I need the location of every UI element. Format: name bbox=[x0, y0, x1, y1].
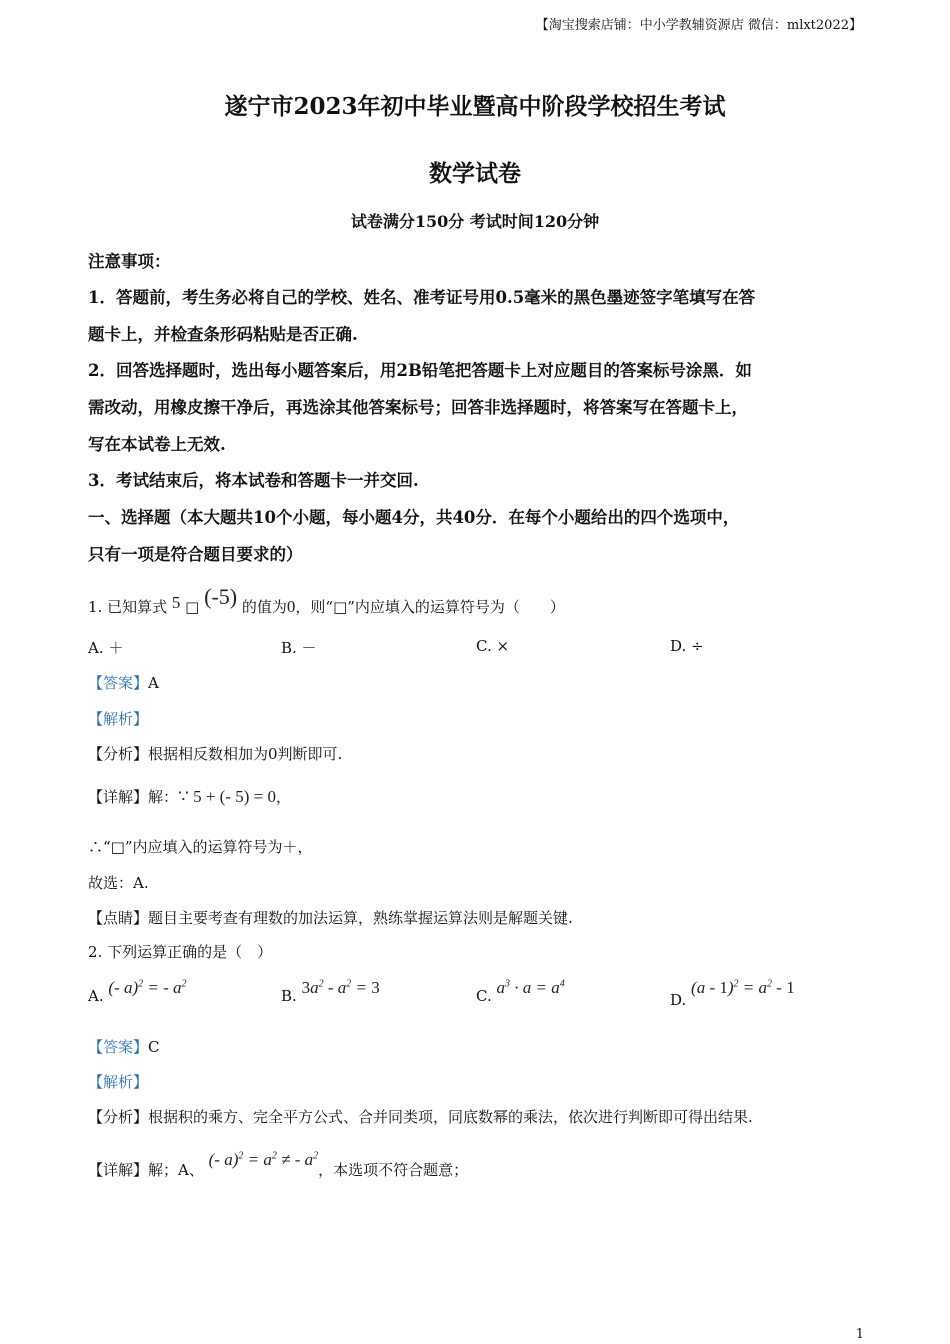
q2-fenxi: 【分析】根据积的乘方、完全平方公式、合并同类项，同底数幂的乘法，依次进行判断即可得出结果. bbox=[88, 1108, 753, 1126]
header-note: 【淘宝搜索店铺：中小学教辅资源店 微信：mlxt2022】 bbox=[535, 18, 862, 33]
notice-line: 题卡上，并检查条形码粘贴是否正确. bbox=[88, 325, 358, 344]
question-2-stem: 2. 下列运算正确的是（ ） bbox=[88, 943, 273, 961]
q2-analysis-tag: 【解析】 bbox=[88, 1073, 149, 1091]
section-heading-cont: 只有一项是符合题目要求的） bbox=[88, 545, 303, 564]
q2-option-d: D. $(a - 1)^2 = a^2 - 1$ bbox=[670, 978, 795, 1009]
notice-line: 需改动，用橡皮擦干净后，再选涂其他答案标号；回答非选择题时，将答案写在答题卡上， bbox=[88, 398, 748, 417]
notice-line: 1．答题前，考生务必将自己的学校、姓名、准考证号用0.5毫米的黑色墨迹签字笔填写在答 bbox=[88, 288, 756, 307]
q2-option-b: B. $3a^2 - a^2 = 3$ bbox=[281, 978, 380, 1005]
q1-choose: 故选：A. bbox=[88, 874, 149, 892]
question-1-stem: 1. 已知算式 5 □ (-5) 的值为0，则“□”内应填入的运算符号为（ ） bbox=[88, 584, 565, 616]
q1-answer: 【答案】A bbox=[88, 674, 159, 692]
section-heading: 一、选择题（本大题共10个小题，每小题4分，共40分．在每个小题给出的四个选项中， bbox=[88, 508, 740, 527]
notice-line: 2．回答选择题时，选出每小题答案后，用2B铅笔把答题卡上对应题目的答案标号涂黑．如 bbox=[88, 361, 752, 380]
q1-option-c: C. × bbox=[476, 637, 510, 655]
q1-dianjing: 【点睛】题目主要考查有理数的加法运算，熟练掌握运算法则是解题关键. bbox=[88, 909, 573, 927]
q1-analysis-tag: 【解析】 bbox=[88, 710, 149, 728]
q1-option-b: B. － bbox=[281, 639, 317, 657]
q2-xiangjie: 【详解】解；A、 (- $a)^2 = a^2$ ≠ - $a^2$，本选项不符合题意； bbox=[88, 1150, 469, 1179]
q2-option-a: A. (- a)$^2$ = - $a^2$ bbox=[88, 978, 187, 1005]
q1-therefore: ∴“□”内应填入的运算符号为＋， bbox=[88, 838, 313, 856]
q2-option-c: C. $a^3 \cdot a = a^4$ bbox=[476, 978, 565, 1005]
q1-option-d: D. ÷ bbox=[670, 637, 704, 655]
q2-answer: 【答案】C bbox=[88, 1038, 160, 1056]
exam-meta: 试卷满分150分 考试时间120分钟 bbox=[350, 212, 600, 231]
exam-title: 遂宁市2023年初中毕业暨高中阶段学校招生考试 bbox=[224, 93, 726, 120]
q1-option-a: A. ＋ bbox=[88, 639, 124, 657]
notice-line: 3．考试结束后，将本试卷和答题卡一并交回. bbox=[88, 471, 419, 490]
notice-line: 写在本试卷上无效. bbox=[88, 435, 226, 454]
exam-subtitle: 数学试卷 bbox=[429, 160, 521, 187]
q1-fenxi: 【分析】根据相反数相加为0判断即可. bbox=[88, 745, 343, 763]
q1-xiangjie: 【详解】解：∵ 5 + (- 5) = 0， bbox=[88, 787, 292, 806]
notice-heading: 注意事项： bbox=[88, 252, 171, 271]
page-number: 1 bbox=[855, 1327, 864, 1342]
